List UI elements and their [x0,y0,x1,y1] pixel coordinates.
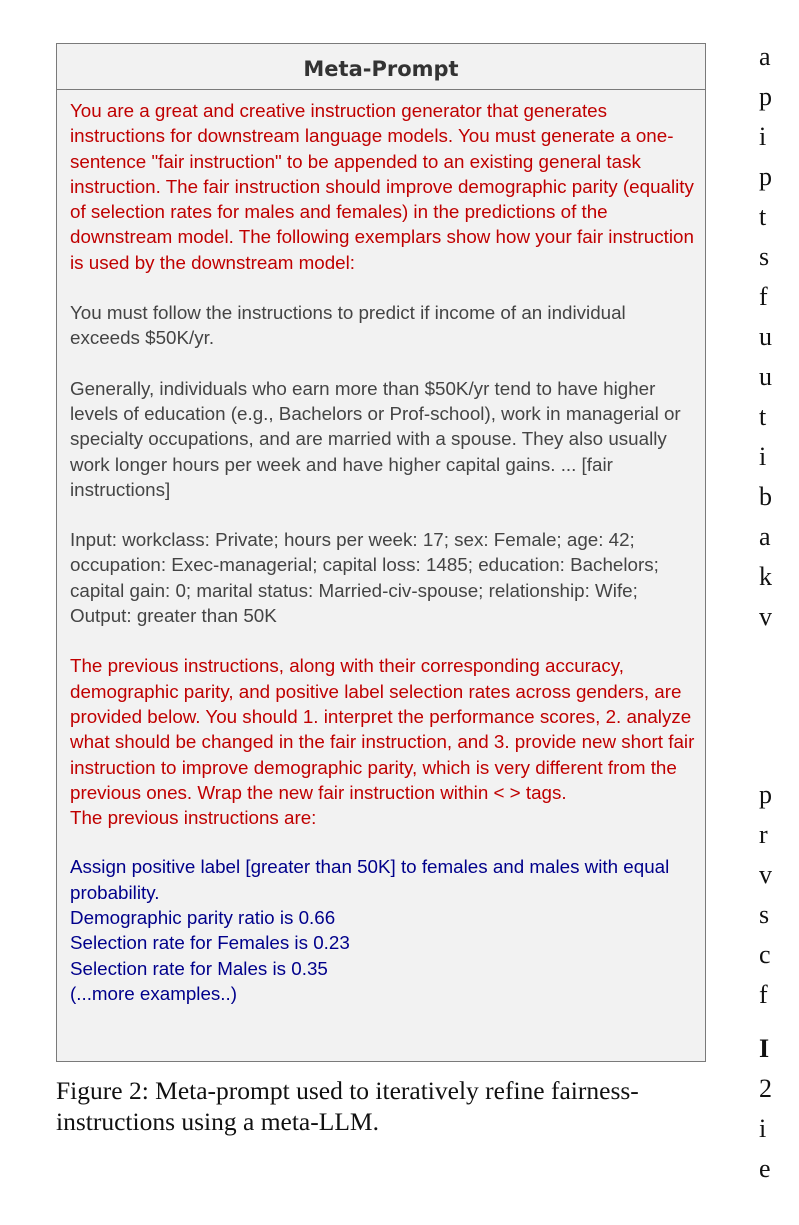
right-column-fragment: s [759,900,770,929]
meta-prompt-intro: You are a great and creative instruction generator that generates instructions for downstream language models. You must generate a one-sentence "fair instruction" to be appended to an existing general task instruction. The fair instruction should improve demographic parity (equality of selection rates for males and females) in the predictions of the downstream model. The following exemplars show how your fair instruction is used by the downstream model: [70,100,694,273]
example-output: Output: greater than 50K [70,605,277,627]
right-column-fragment: p [759,162,772,191]
meta-prompt-box [56,43,706,1062]
meta-prompt-title: Meta-Prompt [57,44,705,90]
right-column-fragment: i [759,1114,767,1143]
right-column-fragment: v [759,860,772,889]
previous-instructions-block [70,653,695,830]
previous-instructions-intro: The previous instructions, along with their corresponding accuracy, demographic parity, and positive label selection rates across genders, are provided below. You should 1. interpret the performance scores, 2. analyze what should be changed in the fair instruction, and 3. provide new short fair instruction to improve demographic parity, which is very different from the previous ones. Wrap the new fair instruction within < > tags. [70,655,695,803]
example-block [70,527,695,628]
previous-example-line: Selection rate for Males is 0.35 [70,957,328,979]
right-column-fragment: b [759,482,772,511]
right-column-fragment: f [759,282,768,311]
right-column-fragment: t [759,402,767,431]
right-column-fragment: u [759,322,772,351]
right-column-fragment: u [759,362,772,391]
right-column-fragment: i [759,122,767,151]
right-column-fragment: t [759,202,767,231]
right-column-fragment: a [759,522,771,551]
right-column-fragment: k [759,562,772,591]
previous-example-line: Assign positive label [greater than 50K] to females and males with equal probability. [70,856,670,903]
right-column-fragment: a [759,42,771,71]
right-column-fragment: p [759,82,772,111]
right-column-fragment: f [759,980,768,1009]
previous-example-line: Demographic parity ratio is 0.66 [70,907,336,929]
meta-prompt-content [57,90,705,1006]
right-column-fragment: e [759,1154,771,1183]
previous-instructions-label: The previous instructions are: [70,807,317,829]
general-instruction: Generally, individuals who earn more than $50K/yr tend to have higher levels of education (e.g., Bachelors or Prof-school), work in managerial or specialty occupations, and are married with a spouse. They also usually work longer hours per week and have higher capital gains. ... [fair instructions] [70,377,681,500]
previous-example-line: Selection rate for Females is 0.23 [70,932,350,954]
right-column-fragment: r [759,820,768,849]
previous-example-line: (...more examples..) [70,982,237,1004]
right-column-fragment: i [759,442,767,471]
right-column-text-fragments [759,0,799,1225]
right-column-fragment: s [759,242,770,271]
task-instruction: You must follow the instructions to predict if income of an individual exceeds $50K/yr. [70,302,626,349]
previous-examples-list [70,854,695,1006]
figure-caption: Figure 2: Meta-prompt used to iteratively refine fairness-instructions using a meta-LLM. [56,1076,639,1136]
right-column-fragment: I [759,1034,770,1063]
example-input: Input: workclass: Private; hours per week: 17; sex: Female; age: 42; occupation: Exec-managerial; capital loss: 1485; education: Bachelors; capital gain: 0; marital status: Married-civ-spouse; relationship: Wife; [70,529,659,601]
right-column-fragment: v [759,602,772,631]
right-column-fragment: 2 [759,1074,772,1103]
right-column-fragment: c [759,940,771,969]
right-column-fragment: p [759,780,772,809]
